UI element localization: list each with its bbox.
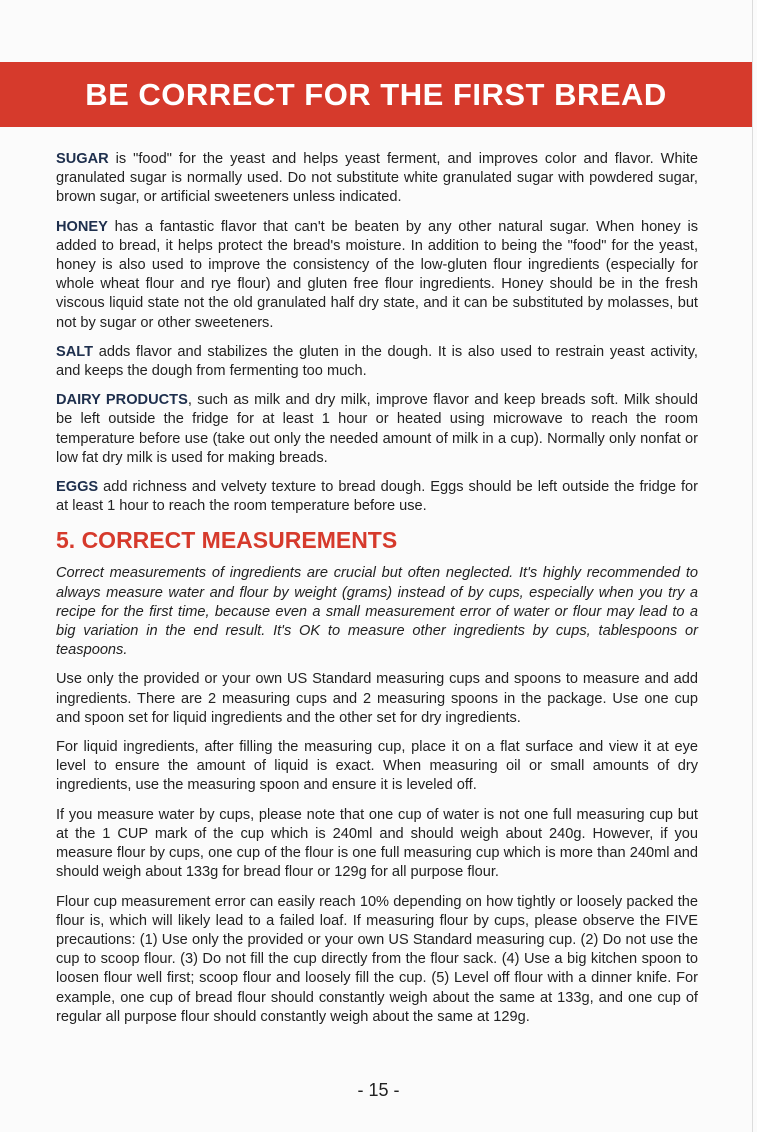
term-eggs: EGGS: [56, 479, 99, 496]
paragraph-precautions: Flour cup measurement error can easily reach 10% depending on how tightly or loosely packed the flour is, which will likely lead to a failed loaf. If measuring flour by cups, please observe the FIVE precautions: (1) Use only the provided or your own US Standard measuring cup. (2) Do not use the cup to scoop flour. (3) Do not fill the cup directly from the flour sack. (4) Use a big kitchen spoon to loosen flour well first; scoop flour and loosely fill the cup. (5) Level off flour with a dinner knife. For example, one cup of bread flour should constantly weigh about the same at 133g, and one cup of regular all purpose flour should constantly weigh about the same at 129g.: [56, 893, 698, 1025]
section-intro: Correct measurements of ingredients are crucial but often neglected. It's highly recommended to always measure water and flour by weight (grams) instead of by cups, especially when you try a recipe for the first time, because even a small measurement error of water or flour may lead to a big variation in the end result. It's OK to measure other ingredients by cups, tablespoons or teaspoons.: [56, 565, 698, 659]
text-eggs: add richness and velvety texture to bread dough. Eggs should be left outside the fridge for at least 1 hour to reach the room temperature before use.: [56, 479, 698, 515]
paragraph-measuring-cups: Use only the provided or your own US Standard measuring cups and spoons to measure and add ingredients. There are 2 measuring cups and 2 measuring spoons in the package. Use one cup and spoon set for liquid ingredients and the other set for dry ingredients.: [56, 671, 698, 726]
paragraph-liquid: For liquid ingredients, after filling the measuring cup, place it on a flat surface and view it at eye level to ensure the amount of liquid is exact. When measuring oil or small amounts of dry ingredients, use the measuring spoon and ensure it is leveled off.: [56, 739, 698, 794]
term-salt: SALT: [56, 343, 94, 360]
page-edge: [752, 0, 753, 1132]
text-dairy: , such as milk and dry milk, improve flavor and keep breads soft. Milk should be left outside the fridge for at least 1 hour or heated using microwave to reach the room temperature before use (take out only the needed amount of milk in a cup). Normally only nonfat or low fat dry milk is used for making breads.: [56, 392, 699, 466]
paragraph-honey: [56, 218, 698, 333]
text-sugar: is "food" for the yeast and helps yeast ferment, and improves color and flavor. White granulated sugar is normally used. Do not substitute white granulated sugar with powdered sugar, brown sugar, or artificial sweeteners unless indicated.: [56, 151, 698, 206]
banner-title: BE CORRECT FOR THE FIRST BREAD: [85, 76, 667, 112]
paragraph-dairy: [56, 391, 698, 468]
paragraph-eggs: [56, 478, 698, 516]
text-salt: adds flavor and stabilizes the gluten in the dough. It is also used to restrain yeast activity, and keeps the dough from fermenting too much.: [56, 343, 698, 380]
term-honey: HONEY: [56, 218, 108, 235]
term-sugar: SUGAR: [56, 151, 109, 167]
term-dairy: DAIRY PRODUCTS: [56, 392, 188, 409]
page-content: [56, 150, 698, 1037]
paragraph-salt: [56, 343, 698, 381]
text-honey: has a fantastic flavor that can't be beaten by any other natural sugar. When honey is added to bread, it helps protect the bread's moisture. In addition to being the "food" for the yeast, honey is also used to improve the consistency of the low-gluten flour ingredients (especially for whole wheat flour and rye flour) and gluten free flour ingredients. Honey should be in the fresh viscous liquid state not the old granulated half dry state, and it can be substituted by molasses, but not by sugar or other sweeteners.: [56, 218, 698, 331]
page-number: - 15 -: [357, 1080, 400, 1100]
paragraph-sugar: [56, 150, 698, 208]
paragraph-water-flour: If you measure water by cups, please note that one cup of water is not one full measuring cup but at the 1 CUP mark of the cup which is 240ml and should weigh about 240g. However, if you measure flour by cups, one cup of the flour is one full measuring cup which is more than 240ml and should weigh about 133g for bread flour or 129g for all purpose flour.: [56, 806, 698, 881]
title-banner: [0, 62, 752, 127]
section-title: 5. CORRECT MEASUREMENTS: [56, 527, 398, 554]
